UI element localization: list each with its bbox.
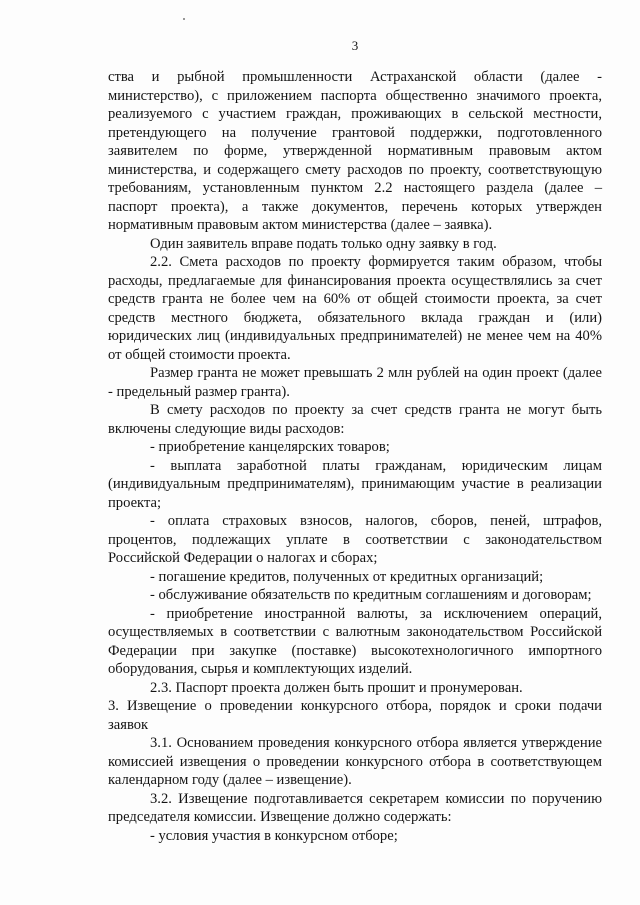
scan-speck [183, 18, 185, 20]
list-item: - приобретение канцелярских товаров; [150, 439, 390, 455]
page-number: 3 [351, 38, 359, 53]
list-item: - условия участия в конкурсном отборе; [150, 827, 398, 844]
paragraph-grant-limit: Размер гранта не может превышать 2 млн рублей на один проект (далее - предельный размер гранта). [108, 365, 602, 400]
paragraph-continuation: ства и рыбной промышленности Астраханской области (далее - министерство), с приложением паспорта общественно значимого проекта, реализуемого с участием граждан, проживающих в сельской местности, претендующего на получение грантовой поддержки, подготовленного заявителем по форме, утвержденной нормативным правовым актом министерства, и содержащего смету расходов по проекту, соответствующую требованиям, установленным пунктом 2.2 настоящего раздела (далее – паспорт проекта), а также документов, перечень которых утвержден нормативным правовым актом министерства (далее – заявка). [108, 69, 602, 233]
paragraph: Один заявитель вправе подать только одну заявку в год. [150, 235, 497, 252]
paragraph-excluded-expenses-intro: В смету расходов по проекту за счет средств гранта не могут быть включены следующие виды расходов: [108, 402, 602, 437]
list-item: - оплата страховых взносов, налогов, сборов, пеней, штрафов, процентов, подлежащих уплате в соответствии с законодательством Российской Федерации о налогах и сборах; [108, 513, 602, 566]
list-item: - обслуживание обязательств по кредитным соглашениям и договорам; [150, 587, 592, 603]
list-item: - погашение кредитов, полученных от кредитных организаций; [150, 568, 544, 585]
list-item: - приобретение иностранной валюты, за исключением операций, осуществляемых в соответствии с валютным законодательством Российской Федерации при закупке (поставке) высокотехнологичного импортного оборудования, сырья и комплектующих изделий. [108, 605, 602, 677]
document-body [108, 68, 602, 845]
paragraph-2-3: 2.3. Паспорт проекта должен быть прошит и пронумерован. [150, 679, 523, 696]
section-heading: 3. Извещение о проведении конкурсного отбора, порядок и сроки подачи заявок [108, 698, 602, 733]
paragraph-3-1: 3.1. Основанием проведения конкурсного отбора является утверждение комиссией извещения о проведении конкурсного отбора в соответствующем календарном году (далее – извещение). [108, 735, 602, 788]
list-item: - выплата заработной платы гражданам, юридическим лицам (индивидуальным предпринимателям), принимающим участие в реализации проекта; [108, 457, 602, 511]
paragraph-3-2: 3.2. Извещение подготавливается секретарем комиссии по поручению председателя комиссии. Извещение должно содержать: [108, 790, 602, 825]
paragraph-2-2: 2.2. Смета расходов по проекту формируется таким образом, чтобы расходы, предлагаемые для финансирования проекта осуществлялись за счет средств гранта не более чем на 60% от общей стоимости проекта, за счет средств местного бюджета, обязательного вклада граждан и (или) юридических лиц (индивидуальных предпринимателей) не менее чем на 40% от общей стоимости проекта. [108, 254, 602, 363]
